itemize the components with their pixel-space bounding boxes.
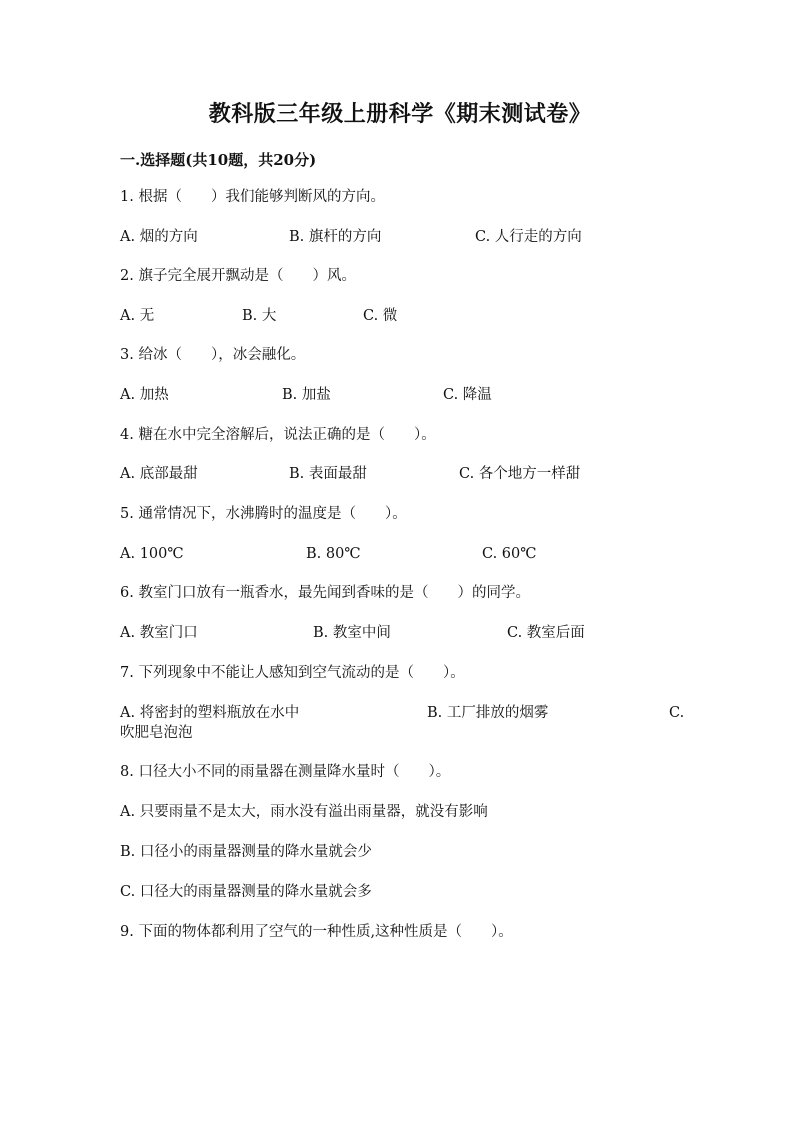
question-1-stem: 1. 根据（ ）我们能够判断风的方向。 bbox=[120, 189, 385, 205]
question-5-option-b: B. 80℃ bbox=[306, 546, 361, 562]
question-7-option-a: A. 将密封的塑料瓶放在水中 bbox=[120, 705, 300, 721]
question-7-option-c-text: 吹肥皂泡泡 bbox=[120, 725, 193, 741]
question-1-option-a: A. 烟的方向 bbox=[120, 229, 198, 245]
question-2-option-a: A. 无 bbox=[120, 308, 155, 324]
section-heading: 一.选择题(共10题，共20分) bbox=[120, 151, 317, 169]
question-8-option-b: B. 口径小的雨量器测量的降水量就会少 bbox=[120, 844, 372, 860]
question-7-stem: 7. 下列现象中不能让人感知到空气流动的是（ ）。 bbox=[120, 665, 465, 681]
question-3-stem: 3. 给冰（ ），冰会融化。 bbox=[120, 347, 306, 363]
question-2-option-b: B. 大 bbox=[242, 308, 277, 324]
question-1-option-b: B. 旗杆的方向 bbox=[289, 229, 382, 245]
question-3-option-c: C. 降温 bbox=[443, 387, 492, 403]
question-5-option-a: A. 100℃ bbox=[120, 546, 184, 562]
question-4-option-a: A. 底部最甜 bbox=[120, 466, 198, 482]
question-6-option-b: B. 教室中间 bbox=[313, 625, 391, 641]
question-2-option-c: C. 微 bbox=[363, 308, 398, 324]
question-5-option-c: C. 60℃ bbox=[482, 546, 537, 562]
question-6-option-c: C. 教室后面 bbox=[507, 625, 585, 641]
question-1-option-c: C. 人行走的方向 bbox=[475, 229, 582, 245]
question-4-option-c: C. 各个地方一样甜 bbox=[459, 466, 581, 482]
question-8-stem: 8. 口径大小不同的雨量器在测量降水量时（ ）。 bbox=[120, 764, 451, 780]
question-5-stem: 5. 通常情况下，水沸腾时的温度是（ ）。 bbox=[120, 506, 407, 522]
question-3-option-a: A. 加热 bbox=[120, 387, 169, 403]
question-7-option-c: C. bbox=[669, 705, 685, 721]
question-7-option-b: B. 工厂排放的烟雾 bbox=[427, 705, 549, 721]
question-4-stem: 4. 糖在水中完全溶解后，说法正确的是（ ）。 bbox=[120, 427, 436, 443]
question-8-option-c: C. 口径大的雨量器测量的降水量就会多 bbox=[120, 884, 372, 900]
question-2-stem: 2. 旗子完全展开飘动是（ ）风。 bbox=[120, 268, 356, 284]
question-4-option-b: B. 表面最甜 bbox=[289, 466, 367, 482]
question-6-option-a: A. 教室门口 bbox=[120, 625, 198, 641]
page-title: 教科版三年级上册科学《期末测试卷》 bbox=[208, 101, 592, 127]
question-6-stem: 6. 教室门口放有一瓶香水，最先闻到香味的是（ ）的同学。 bbox=[120, 585, 530, 601]
question-3-option-b: B. 加盐 bbox=[282, 387, 331, 403]
question-9-stem: 9. 下面的物体都利用了空气的一种性质,这种性质是（ ）。 bbox=[120, 924, 513, 940]
question-8-option-a: A. 只要雨量不是太大，雨水没有溢出雨量器，就没有影响 bbox=[120, 804, 488, 820]
